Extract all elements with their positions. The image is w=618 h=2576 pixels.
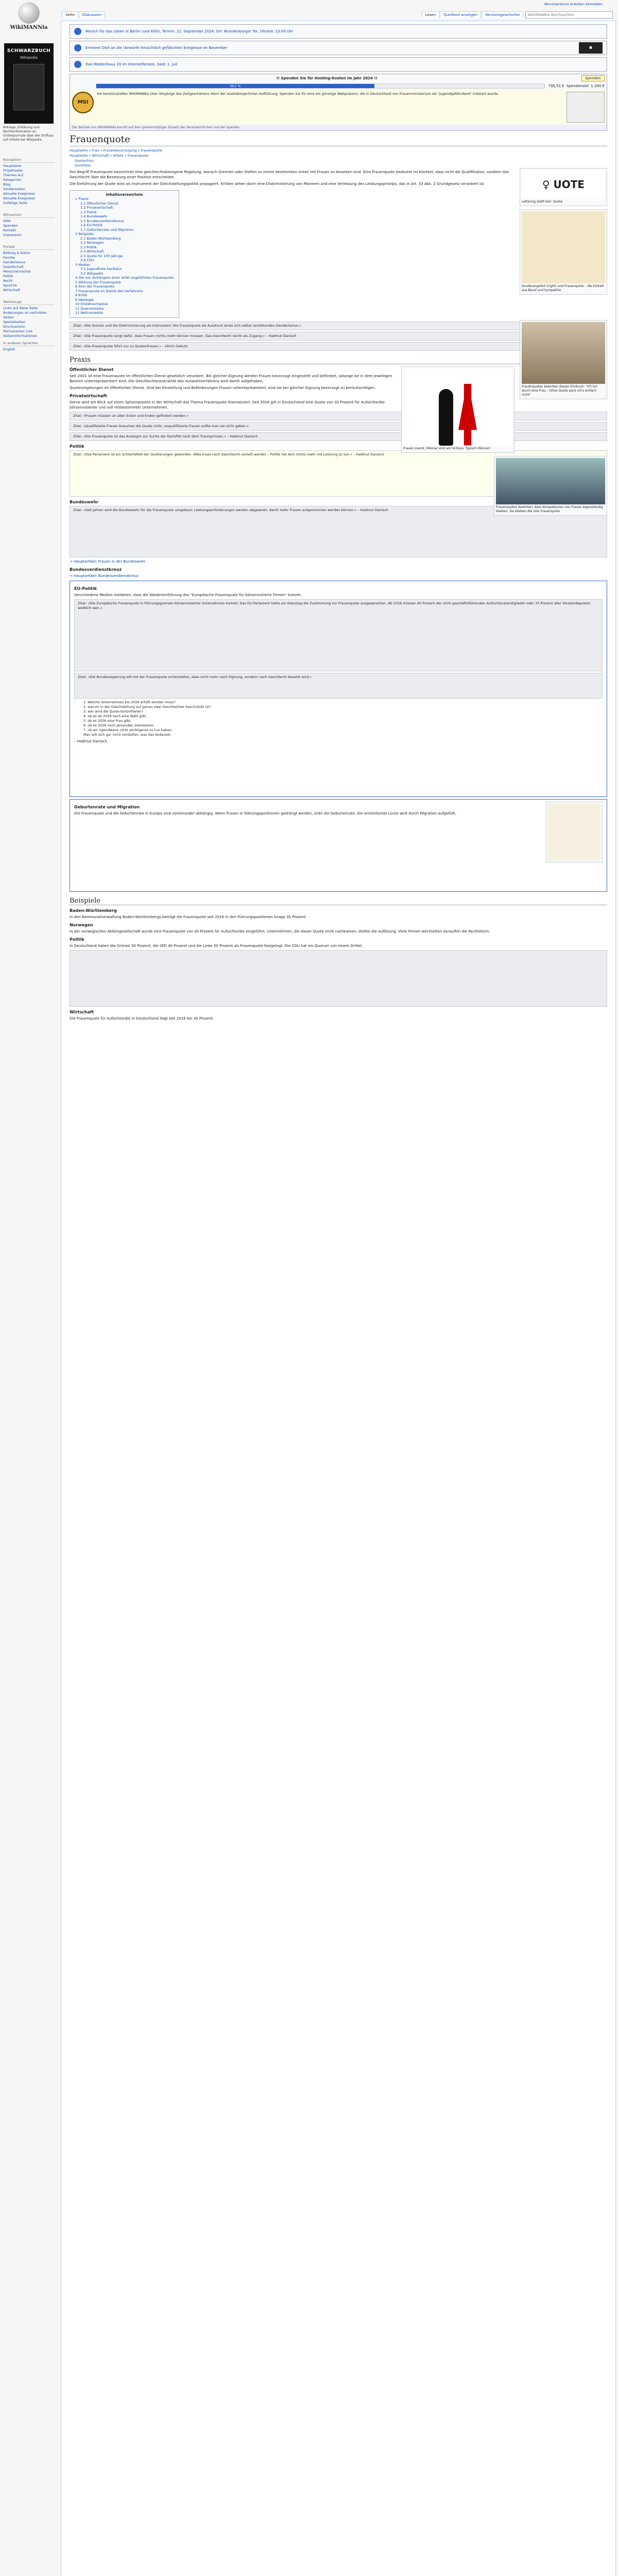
poster-subtitle: Wikipedia	[20, 56, 38, 60]
paragraph: Quotenregelungen im öffentlichen Dienst. Sind bei Einstellung und Beförderungen Frauen unterrepräsentiert, sind sie bei gleicher Eignung bevorzugt zu berücksichtigen.	[70, 385, 376, 390]
figure-caption: Frauen zuerst, Männer erst am Schluss: Typisch Männer!	[403, 446, 491, 450]
toc-item[interactable]: 2.1 Baden-Württemberg	[80, 236, 121, 241]
sidebar-item[interactable]: Permanenter Link	[3, 329, 33, 333]
subsection-heading: Norwegen	[70, 922, 93, 927]
toc-item[interactable]: 1 Praxis	[75, 197, 89, 201]
notice-2[interactable]	[70, 41, 607, 55]
tab-source[interactable]: Quelltext anzeigen	[440, 11, 481, 18]
toc-title: Inhaltsverzeichnis	[106, 193, 143, 197]
toc-item[interactable]: 2 Beispiele	[75, 232, 94, 236]
toc-item[interactable]: 1.7 Geburtenrate und Migration	[80, 227, 134, 232]
quote-box: Zitat: «Seit Jahren wird die Bundeswehr für die Frauenquote umgebaut; Leistungsanforderungen werden abgesenkt, damit mehr Frauen aufgenommen werden können.» – Hadmut Danisch	[70, 506, 607, 557]
sidebar-item[interactable]: Themen A-Z	[3, 173, 24, 177]
notice-3[interactable]	[70, 57, 607, 72]
quote-box: Zitat: «Qualifizierte Frauen brauchen die Quote nicht, unqualifizierte Frauen sollte man sie nicht geben.»	[70, 422, 607, 431]
toc-item[interactable]: 3.2 Wikipedia	[80, 271, 104, 276]
sidebar-item[interactable]: Politik	[3, 274, 13, 278]
poster-title: SCHWARZBUCH	[7, 48, 51, 54]
toc-item[interactable]: 5 Wirkung der Frauenquote	[75, 280, 121, 284]
section-heading: Praxis	[70, 356, 607, 364]
woman-icon	[458, 384, 477, 446]
donation-footer: Der Betrieb von WikiMANNia beruht auf dem gemeinnützigen Einsatz der Verantwortlichen und der Spender.	[70, 125, 607, 130]
toc-item[interactable]: 1.3 Politik	[80, 210, 97, 214]
sidebar-item[interactable]: Projektseite	[3, 168, 23, 173]
notice-text: Erinnere Dich an die Vorwürfe hinsichtlich gefälschter Ereignisse im November	[85, 46, 228, 50]
globe-icon	[18, 2, 40, 24]
sidebar-portal	[3, 155, 55, 206]
sidebar-item[interactable]: Änderungen an verlinkten Seiten	[3, 311, 47, 319]
sidebar-item[interactable]: Druckversion	[3, 325, 25, 329]
paragraph: Gerne wird am Blick auf einen Spitzenposten in der Wirtschaft das Thema Frauenquote thematisiert. Seit 2016 gilt in Deutschland eine Quote von 30 Prozent für Aufsichtsräte börsennotierter und voll mitbestimmter Unternehmen.	[70, 400, 385, 410]
book-icon	[13, 64, 44, 110]
toc-item[interactable]: 1.1 Öffentlicher Dienst	[80, 201, 118, 206]
figure-cartoon[interactable]	[520, 209, 607, 295]
figure-cockpit[interactable]	[494, 456, 607, 516]
sidebar-item[interactable]: Aktuelle Ereignisse	[3, 192, 35, 196]
intro-paragraph-2: Die Einführung der Quote wird als Instrument der Gleichstellungspolitik propagiert. Kritiker sehen darin eine Diskriminierung von Männern und eine Verletzung des Leistungsprinzips, das in Art. 33 Abs. 2 Grundgesetz verankert ist.	[70, 182, 485, 186]
migration-box	[70, 799, 607, 892]
tab-page[interactable]: Seite	[62, 11, 78, 18]
figure-caption: Lettering stellt klar: Quote	[522, 200, 563, 204]
breadcrumb-2[interactable]: Hauptseite » Wirtschaft » Arbeit » Frauenquote	[70, 154, 149, 158]
figure-photo[interactable]	[520, 320, 607, 399]
eu-policy-box	[70, 581, 607, 797]
toc-item[interactable]: 8 Kritik	[75, 293, 88, 297]
info-icon	[74, 28, 81, 35]
paragraph: Verschiedene Medien meldeten, dass die Wiedereinführung des "Europäische Frauenquote für börsennotierte Firmen" kommt.	[74, 592, 302, 597]
sidebar-item[interactable]: Hilfe	[3, 219, 11, 223]
table-of-contents	[70, 190, 179, 318]
toc-item[interactable]: 7 Frauenquote im Dienst des Verfahrens	[75, 289, 143, 293]
quote-box: Zitat: «Die Frauenquote sorgt dafür, dass Frauen nichts mehr können müssen. Das Geschlecht reicht als Zugang.» – Hadmut Danisch	[70, 332, 607, 341]
list-item: 4. ob es ab 2026 noch eine Wahl gibt,	[83, 714, 147, 718]
sidebar-item[interactable]: Menschenrechte	[3, 269, 31, 274]
sidebar-item[interactable]: Bildung & Kultur	[3, 251, 30, 255]
figure-caption: Frauenquoten bewirken diesen Eindruck: "Ich bin durch eine Frau – Ohne Quote pack ich's einfach nicht"	[522, 384, 598, 397]
subsection-heading: Bundeswehr	[70, 499, 98, 504]
notice-text: Marsch für das Leben in Berlin (und Köln), Termin: 21. September 2024, Ort: Brandenburger Tor, Uhrzeit: 13:00 Uhr	[85, 29, 294, 33]
quote-logo-image: ♀ UOTE	[522, 170, 605, 199]
toc-item[interactable]: 3.1 Jugendfreie Karikatur	[80, 267, 123, 271]
sidebar-item[interactable]: Spezialseiten	[3, 320, 26, 324]
cockpit-photo	[496, 458, 605, 504]
notice-1[interactable]	[70, 24, 607, 39]
figure-caption: Sonderangebot (Light) und Frauenquote – die Einheit aus Beruf und Sympathie	[522, 284, 604, 292]
list-item: 5. ob es 2026 eine Frau gibt,	[83, 718, 132, 723]
list-item: 6. ob es 2026 noch jemanden interessiert,	[83, 723, 154, 727]
sidebar-item[interactable]: Gesellschaft	[3, 265, 24, 269]
sidebar-portal	[3, 338, 55, 352]
banner-image: ■	[579, 42, 603, 54]
subsection-heading: Bundesverdienstkreuz	[70, 567, 122, 572]
subsection-heading: Politik	[70, 937, 84, 942]
sidebar-note: Anklage, Erklärung und Rechtsinformation an Onlinejournale über den Einfluss auf Inhalte bei Wikipedia.	[3, 126, 54, 142]
toilet-sign-image	[403, 368, 512, 446]
toc-item[interactable]: 2.5 Quote für 100 Jährige	[80, 253, 123, 258]
subsection-heading: Baden-Württemberg	[70, 908, 117, 913]
sidebar-item[interactable]: Aktuelle Ereignisse	[3, 196, 35, 200]
page-tabs	[62, 11, 613, 21]
sidebar-item[interactable]: Sprache	[3, 283, 17, 287]
toc-item[interactable]: 2.3 Politik	[80, 245, 97, 249]
list-item: 7. ob wir irgendwann nicht wichtigeres zu tun haben.	[83, 727, 173, 732]
portal-heading: Werkzeuge	[3, 300, 55, 305]
sidebar-item[interactable]: Sonderseiten	[3, 187, 25, 191]
quote-box: Zitat: «Die Bundesregierung will mit der Frauenquote sicherstellen, dass nicht mehr nach Eignung, sondern nach Geschlecht besetzt wird.»	[74, 673, 603, 699]
toc-item[interactable]: 3 Medien	[75, 262, 91, 267]
signature: – Hadmut Danisch	[74, 739, 107, 743]
cartoon-image	[548, 804, 600, 860]
sidebar-portal	[3, 297, 55, 338]
list-item: Man will sich gar nicht vorstellen, was das bedeutet.	[83, 732, 171, 737]
subsection-heading: Öffentlicher Dienst	[70, 367, 114, 372]
figure-toilet[interactable]	[401, 366, 514, 453]
donate-button[interactable]: Spenden	[581, 75, 605, 81]
user-links[interactable]: Benutzerkonto erstellen Anmelden	[544, 2, 603, 6]
subsection-heading: Geburtenrate und Migration	[74, 804, 140, 809]
section-heading: Beispiele	[70, 897, 607, 905]
main-article-link[interactable]: → Hauptartikel: Frauen in der Bundeswehr	[70, 559, 146, 564]
paragraph: In der norwegischen Aktiengesellschaft wurde eine Frauenquote von 40 Prozent für Aufsichtsräte eingeführt. Unternehmen, die dieser Quote nicht nachkamen, drohte die Auflösung. Viele Firmen wechselten daraufhin die Rechtsform.	[70, 929, 490, 934]
man-icon	[439, 389, 453, 446]
sidebar-item[interactable]: Links auf diese Seite	[3, 306, 38, 310]
toc-item[interactable]: 9 Ideologie	[75, 297, 94, 302]
notice-text: Das Medienhaus 19 im Internetfenster, bald: 1. Juli	[85, 62, 178, 66]
list-item: 3. wer wird die Quote kontrollieren?	[83, 709, 144, 714]
tab-history[interactable]: Versionsgeschichte	[482, 11, 523, 18]
toc-item[interactable]: 10 Einzelnachweise	[75, 302, 108, 306]
breadcrumb[interactable]: Hauptseite » Frau » Frauenbevorzugung » Frauenquote	[70, 148, 162, 152]
quote-box: Zitat: «Die Frauenquote führt nur zu Quotenfrauen.» – Ulrich Gebuhr	[70, 342, 607, 351]
quote-box: Zitat: «Die Frauenquote ist das Analogon zur Suche der Kartoffel nach dem Traumprinzen.» – Hadmut Danisch	[70, 432, 607, 441]
figure-caption: Frauenquoten bewirken, dass Kompetenzen von Frauen eigenständig bleiben: Sie blieben die rote Frauenquote	[496, 505, 603, 513]
portal-heading: Portale	[3, 245, 55, 250]
toc-item[interactable]: 2.2 Norwegen	[80, 241, 104, 245]
search-input[interactable]: WikiMANNia durchsuchen	[525, 11, 613, 19]
sidebar-item[interactable]: Hauptseite	[3, 164, 22, 168]
donation-amount: 795,52 €	[548, 84, 564, 88]
toc-item[interactable]: 1.6 EU-Politik	[80, 223, 103, 227]
list-item: 1. Welche Unternehmen bis 2026 erfüllt werden muss?	[83, 700, 176, 704]
sidebar-item[interactable]: Genderismus	[3, 260, 25, 264]
sidebar-poster[interactable]	[4, 43, 54, 124]
sidebar-item[interactable]: Zufällige Seite	[3, 201, 27, 205]
donation-title: !! Spenden Sie für Hosting-Kosten im Jahr 2024 !!	[276, 76, 377, 80]
tab-read[interactable]: Lesen	[422, 11, 439, 18]
sidebar-item[interactable]: Familie	[3, 256, 15, 260]
figure-quote-logo[interactable]	[520, 168, 607, 206]
toc-item[interactable]: 11 Querverweise	[75, 306, 104, 311]
toc-item[interactable]: 1.5 Bundesverdienstkreuz	[80, 218, 124, 223]
main-content	[61, 21, 616, 2576]
subsection-heading: Politik	[70, 444, 84, 449]
woman-photo	[522, 322, 605, 384]
info-icon	[74, 61, 81, 68]
sidebar-portal	[3, 242, 55, 293]
quote-box: Zitat: «Die Grünen und die Diskriminierung als Instrument: Die Frauenquote als Ausdruck eines sich selbst zerstörenden Genderismus.»	[70, 321, 607, 330]
main-article-link[interactable]: → Hauptartikel: Bundesverdienstkreuz	[70, 573, 139, 578]
quote-box: Zitat: «Frauen müssen an allen Ecken und Enden gefördert werden.»	[70, 412, 607, 420]
site-name: WikiMANNia	[10, 25, 48, 30]
toc-item[interactable]: 4 Die von Anhängern einer strikt angeführten Frauenquote	[75, 276, 174, 280]
sidebar-item[interactable]: Seiteninformationen	[3, 334, 38, 338]
cartoon-image	[522, 211, 605, 283]
sidebar-item[interactable]: Wirtschaft	[3, 288, 21, 292]
cartoon-image	[566, 92, 605, 123]
donation-goal: Spendenziel: 1.200 €	[566, 84, 605, 88]
sidebar-item[interactable]: Spenden	[3, 224, 18, 228]
portal-heading: Navigation	[3, 158, 55, 163]
subsection-heading: EU-Politik	[74, 586, 97, 591]
subnav-2[interactable]: Quotilitas	[75, 163, 91, 167]
toc-item[interactable]: 2.6 CDU	[80, 258, 94, 262]
sidebar-item[interactable]: Blog	[3, 182, 11, 187]
subsection-heading: Privatwirtschaft	[70, 393, 107, 398]
toc-item[interactable]: 1.2 Privatwirtschaft	[80, 206, 113, 210]
tab-talk[interactable]: Diskussion	[79, 11, 105, 18]
donation-progress	[96, 83, 545, 89]
sidebar-item[interactable]: Kategorien	[3, 178, 22, 182]
portal-heading: Mitmachen	[3, 213, 55, 218]
paragraph: Seit 2001 ist eine Frauenquote im öffentlichen Dienst gesetzlich verankert. Bei gleicher Eignung werden Frauen bevorzugt eingestellt und befördert, solange sie in dem jeweiligen Bereich unterrepräsentiert sind. Die Geschlechtsneutralität des Auswahlverfahrens wird damit aufgehoben.	[70, 374, 392, 383]
figure-cartoon-2[interactable]	[546, 802, 603, 862]
toc-item[interactable]: 12 Netzverweise	[75, 311, 104, 315]
donation-banner	[70, 74, 607, 131]
list-item: 2. warum in der Gleichstellung auf genau zwei Geschlechter beschränkt ist?	[83, 704, 211, 709]
toc-item[interactable]: 1.4 Bundeswehr	[80, 214, 108, 218]
sidebar-item[interactable]: Impressum	[3, 233, 22, 237]
seal-icon: MSI	[72, 92, 94, 113]
subsection-heading: Wirtschaft	[70, 1009, 94, 1014]
info-icon	[74, 44, 81, 52]
sidebar-item[interactable]: Recht	[3, 279, 13, 283]
sidebar-portal	[3, 210, 55, 238]
site-logo[interactable]	[3, 2, 55, 33]
page-title: Frauenquote	[70, 134, 607, 146]
paragraph: Die Frauenquote und die Geburtenrate in Europa sind voneinander abhängig. Wenn Frauen in Führungspositionen gedrängt werden, sinkt die Geburtenrate. Die entstehende Lücke wird durch Migration aufgefüllt.	[74, 811, 457, 816]
quote-box: Zitat: «Das Parlament ist ein Schlachtfeld der Quotierungen geworden. Alles muss nach Geschlecht verteilt werden – Politik hat dort nichts mehr mit Leistung zu tun.» – Hadmut Danisch	[70, 450, 607, 497]
paragraph: In Deutschland haben die Grünen 50 Prozent, die SPD 40 Prozent und die Linke 50 Prozent als Frauenquote festgelegt. Die CDU hat ein Quorum von einem Drittel.	[70, 943, 363, 948]
toc-item[interactable]: 2.4 Wirtschaft	[80, 249, 104, 253]
sidebar-item[interactable]: Kontakt	[3, 228, 16, 232]
portal-heading: In anderen Sprachen	[3, 341, 55, 346]
paragraph: Die Frauenquote für Aufsichtsräte in Deutschland liegt seit 2016 bei 30 Prozent.	[70, 1016, 214, 1021]
paragraph: In den Kommunalverwaltung Baden-Württembergs beträgt die Frauenquote seit 2016 in den Führungspositionen knapp 30 Prozent.	[70, 914, 307, 919]
toc-item[interactable]: 6 Sinn der Frauenquote	[75, 284, 115, 289]
sidebar-item[interactable]: English	[3, 347, 15, 351]
quote-box: Zitat: «Die Europäische Frauenquote in Führungsgremien börsennotierter Unternehmen kommt: Das EU-Parlament hatte am Dienstag die Zustimmung zur Frauenquote ausgesprochen. Ab 2026 müssen 40 Prozent der nicht geschäftsführenden Aufsichtsratsmitglieder oder 33 Prozent aller Vorstandsposten weiblich sein.»	[74, 599, 603, 671]
donation-text: Sie bereitzustellen WikiMANNia über Vorgänge des Zeitgeschehens dient der staatsbürgerlichen Aufklärung. Spenden Sie für eine ein günstige Webpräsenz, die in Deutschland von Frauenministerium als "jugendgefährdend" indiziert wurde.	[97, 92, 499, 96]
progress-fill: 56,2 %	[96, 84, 374, 88]
subnav-1[interactable]: Quotenfrau	[75, 159, 94, 163]
intro-paragraph: Der Begriff Frauenquote bezeichnet eine geschlechtsbezogene Regelung, wonach Gremien oder Stellen zu einem bestimmten Anteil mit Frauen zu besetzen sind. Eine Frauenquote bedeutet im Klartext, dass nicht die Qualifikation, sondern das Geschlecht über die Besetzung einer Position entscheidet.	[70, 170, 509, 179]
quote-box	[70, 950, 607, 1007]
